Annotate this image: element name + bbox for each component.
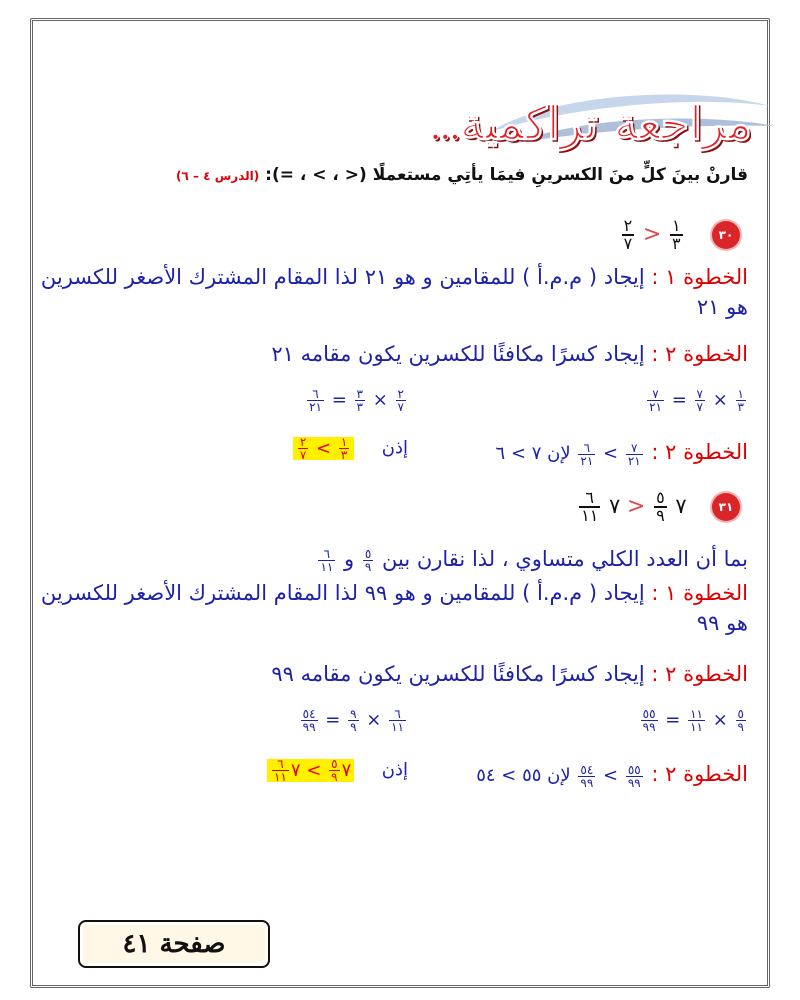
q31-step2	[271, 662, 748, 687]
q31-equation-right: ٥ ٩ × ١١ ١١ = ٥٥ ٩٩	[642, 707, 744, 734]
q30-result-highlight: ١ ٣ > ٢ ٧	[293, 437, 354, 460]
q30-equation-right: ١ ٣ × ٧ ٧ = ٧ ٢١	[649, 387, 744, 414]
page-title: مراجعة تراكمية...	[430, 96, 752, 150]
q30-step3-label: الخطوة ٢ :	[651, 440, 748, 464]
q30-fraction-left: ٢ ٧	[623, 216, 633, 253]
q30-then-label: إذن	[381, 437, 408, 459]
q30-step2-label: الخطوة ٢ :	[651, 342, 748, 366]
q31-step3-comparison: ٥٥ ٩٩ > ٥٤ ٩٩	[580, 762, 641, 790]
q30-equation-left: ٢ ٧ × ٣ ٣ = ٦ ٢١	[309, 387, 404, 414]
q31-step1-text: إيجاد ( م.م.أ ) للمقامين و هو ٩٩ لذا المقام المشترك الأصغر للكسرين هو ٩٩	[40, 581, 748, 636]
q31-number-badge: ٣١	[712, 493, 740, 521]
q30-step3-comparison: ٧ ٢١ > ٦ ٢١	[580, 440, 641, 468]
q31-step1-label: الخطوة ١ :	[651, 581, 748, 605]
q31-step1	[28, 578, 748, 639]
lesson-reference: (الدرس ٤ – ٦)	[176, 169, 260, 183]
q30-step1-label: الخطوة ١ :	[651, 265, 748, 289]
page-number-label: صفحة ٤١	[122, 929, 226, 959]
q30-number-badge: ٣٠	[712, 221, 740, 249]
q31-step3	[476, 762, 748, 789]
instruction-line	[176, 165, 748, 185]
q31-step3-reason: لإن ٥٥ > ٥٤	[476, 765, 571, 786]
q30-step2-text: إيجاد كسرًا مكافئًا للكسرين يكون مقامه ٢١	[271, 342, 645, 366]
q31-then-label: إذن	[381, 759, 408, 781]
q30-fraction-right: ١ ٣	[672, 216, 681, 253]
q31-problem: ٣١ ٧ ٥ ٩ < ٧ ٦ ١١	[577, 490, 740, 524]
q31-intro: بما أن العدد الكلي متساوي ، لذا نقارن بين ٥ ٩ و ٦ ١١	[320, 546, 748, 574]
q30-conclusion	[293, 436, 408, 461]
instruction-text: قارنْ بينَ كلٍّ منَ الكسرينِ فيمَا يأتِي مستعملًا (< ، > ، =):	[265, 165, 748, 185]
q30-step1-text: إيجاد ( م.م.أ ) للمقامين و هو ٢١ لذا المقام المشترك الأصغر للكسرين هو ٢١	[40, 265, 748, 320]
q30-step2	[271, 342, 748, 367]
q31-step3-label: الخطوة ٢ :	[651, 762, 748, 786]
q31-step2-label: الخطوة ٢ :	[651, 662, 748, 686]
q31-equation-left: ٦ ١١ × ٩ ٩ = ٥٤ ٩٩	[302, 707, 404, 734]
q30-step1	[28, 262, 748, 323]
q30-step3	[496, 440, 748, 467]
q31-comparison-sign: <	[626, 494, 646, 519]
q31-result-highlight: ٧ ٥ ٩ > ٧ ٦ ١١	[267, 759, 354, 782]
q30-step3-reason: لإن ٧ > ٦	[495, 443, 571, 464]
q30-comparison-sign: <	[642, 222, 662, 247]
q31-step2-text: إيجاد كسرًا مكافئًا للكسرين يكون مقامه ٩٩	[271, 662, 645, 686]
q31-conclusion	[267, 758, 408, 783]
page-number-box	[78, 920, 270, 968]
q30-problem	[620, 218, 740, 252]
